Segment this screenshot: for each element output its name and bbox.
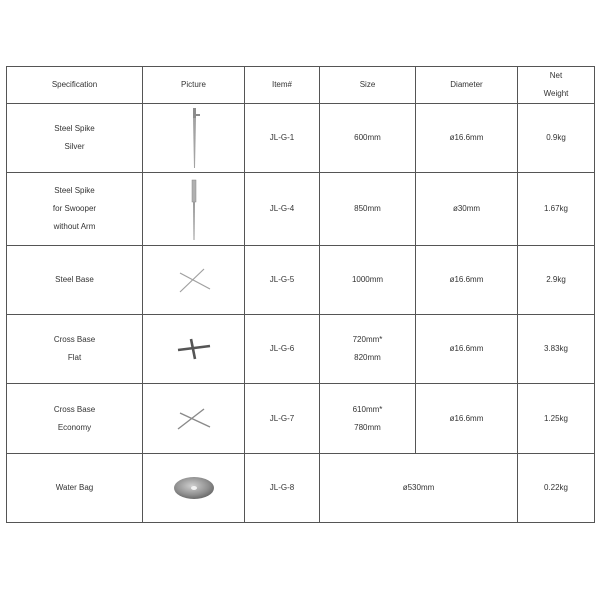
item-cell: JL-G-4: [245, 173, 320, 246]
spec-table: [6, 66, 595, 523]
picture-cell: [143, 246, 245, 315]
weight-cell: 0.9kg: [518, 104, 595, 173]
header-diameter: Diameter: [416, 67, 518, 104]
picture-cell: [143, 454, 245, 523]
diameter-cell: ø16.6mm: [416, 104, 518, 173]
diameter-cell: ø16.6mm: [416, 315, 518, 384]
size-cell: 720mm* 820mm: [320, 315, 416, 384]
water-bag-icon: [172, 474, 216, 502]
header-item: Item#: [245, 67, 320, 104]
table-row: [7, 384, 595, 454]
header-size: Size: [320, 67, 416, 104]
spec-cell: Steel Spike Silver: [7, 104, 143, 173]
picture-cell: [143, 173, 245, 246]
weight-cell: 1.67kg: [518, 173, 595, 246]
item-cell: JL-G-5: [245, 246, 320, 315]
weight-cell: 3.83kg: [518, 315, 595, 384]
steel-spike-icon: [184, 106, 204, 170]
header-picture: Picture: [143, 67, 245, 104]
weight-cell: 0.22kg: [518, 454, 595, 523]
spec-cell: Cross Base Flat: [7, 315, 143, 384]
size-diameter-cell: ø530mm: [320, 454, 518, 523]
item-cell: JL-G-1: [245, 104, 320, 173]
size-cell: 1000mm: [320, 246, 416, 315]
size-cell: 850mm: [320, 173, 416, 246]
spec-cell: Cross Base Economy: [7, 384, 143, 454]
cross-base-flat-icon: [174, 336, 214, 362]
diameter-cell: ø16.6mm: [416, 384, 518, 454]
spec-cell: Steel Spike for Swooper without Arm: [7, 173, 143, 246]
swooper-spike-icon: [184, 176, 204, 242]
picture-cell: [143, 315, 245, 384]
picture-cell: [143, 104, 245, 173]
weight-cell: 2.9kg: [518, 246, 595, 315]
spec-cell: Water Bag: [7, 454, 143, 523]
item-cell: JL-G-7: [245, 384, 320, 454]
diameter-cell: ø30mm: [416, 173, 518, 246]
diameter-cell: ø16.6mm: [416, 246, 518, 315]
size-cell: 600mm: [320, 104, 416, 173]
table-row: [7, 104, 595, 173]
table-row: [7, 315, 595, 384]
table-header-row: [7, 67, 595, 104]
header-net-weight: Net Weight: [518, 67, 595, 104]
header-specification: Specification: [7, 67, 143, 104]
cross-base-economy-icon: [174, 405, 214, 433]
size-cell: 610mm* 780mm: [320, 384, 416, 454]
table-row: [7, 246, 595, 315]
table-row: [7, 454, 595, 523]
item-cell: JL-G-8: [245, 454, 320, 523]
steel-base-icon: [174, 265, 214, 295]
item-cell: JL-G-6: [245, 315, 320, 384]
picture-cell: [143, 384, 245, 454]
weight-cell: 1.25kg: [518, 384, 595, 454]
table-row: [7, 173, 595, 246]
spec-cell: Steel Base: [7, 246, 143, 315]
